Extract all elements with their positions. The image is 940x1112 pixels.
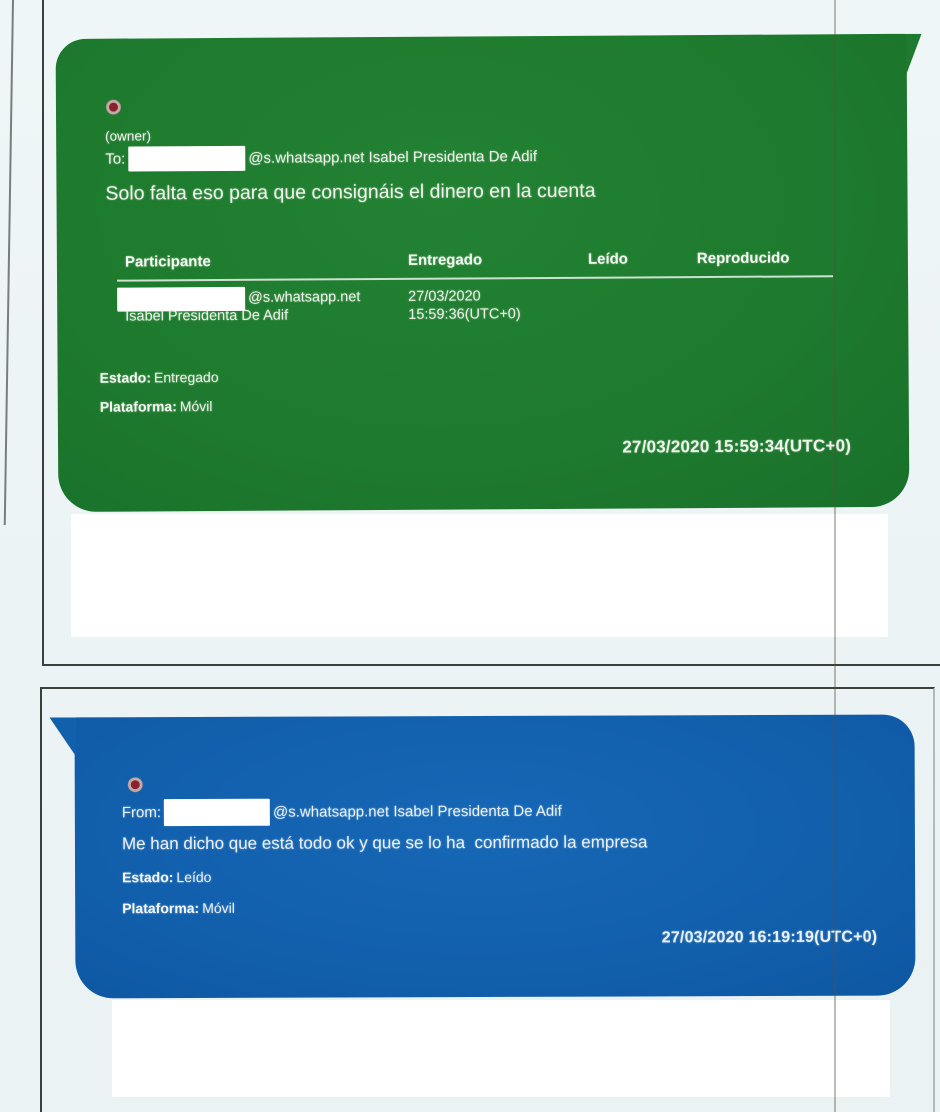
incoming-message-bubble bbox=[50, 714, 916, 998]
table-header-rule bbox=[117, 275, 833, 281]
plataforma-label: Plataforma: bbox=[122, 899, 200, 917]
plataforma-value: Móvil bbox=[202, 899, 235, 916]
plataforma-line bbox=[122, 900, 235, 916]
to-line bbox=[105, 144, 537, 172]
delivered-time: 15:59:36(UTC+0) bbox=[408, 306, 521, 323]
incoming-bubble-tail bbox=[50, 717, 77, 757]
delivered-date: 27/03/2020 bbox=[408, 288, 481, 305]
estado-label: Estado: bbox=[122, 869, 174, 886]
participant-name: Isabel Presidenta De Adif bbox=[125, 307, 289, 325]
owner-label: (owner) bbox=[105, 128, 151, 144]
outgoing-bubble-tail bbox=[906, 34, 922, 76]
estado-line bbox=[122, 869, 211, 885]
delivery-table bbox=[117, 249, 908, 364]
col-header-leido: Leído bbox=[587, 250, 628, 268]
redacted-phone-number bbox=[164, 799, 270, 826]
estado-value: Entregado bbox=[153, 369, 219, 386]
estado-value: Leído bbox=[176, 868, 212, 886]
plataforma-value: Móvil bbox=[179, 398, 213, 415]
incoming-bubble-body bbox=[75, 714, 916, 998]
col-header-reproducido: Reproducido bbox=[696, 249, 790, 268]
to-address: @s.whatsapp.net Isabel Presidenta De Adif bbox=[248, 148, 538, 167]
outgoing-timestamp: 27/03/2020 15:59:34(UTC+0) bbox=[622, 436, 852, 457]
starred-message-icon bbox=[106, 100, 121, 115]
outgoing-message-bubble bbox=[56, 34, 925, 512]
from-line bbox=[122, 798, 562, 827]
page-edge-scan-line bbox=[4, 0, 14, 525]
from-address: @s.whatsapp.net Isabel Presidenta De Adif bbox=[272, 802, 562, 821]
redacted-content-block bbox=[112, 1000, 890, 1097]
col-header-participante: Participante bbox=[124, 253, 211, 271]
incoming-message-text: Me han dicho que está todo ok y que se lo ha confirmado la empresa bbox=[121, 832, 648, 854]
starred-message-icon bbox=[128, 777, 143, 792]
participant-address: @s.whatsapp.net bbox=[248, 289, 361, 306]
col-header-entregado: Entregado bbox=[407, 251, 483, 269]
scan-fold-line bbox=[834, 0, 836, 1112]
plataforma-line bbox=[100, 398, 213, 415]
outgoing-message-text: Solo falta eso para que consignáis el dinero en la cuenta bbox=[105, 179, 596, 205]
to-label: To: bbox=[105, 150, 126, 168]
estado-line bbox=[100, 369, 219, 386]
from-label: From: bbox=[121, 804, 162, 822]
estado-label: Estado: bbox=[99, 369, 152, 386]
plataforma-label: Plataforma: bbox=[99, 398, 177, 415]
redacted-content-block bbox=[71, 514, 888, 637]
redacted-phone-number bbox=[128, 146, 245, 172]
incoming-timestamp: 27/03/2020 16:19:19(UTC+0) bbox=[661, 928, 878, 947]
